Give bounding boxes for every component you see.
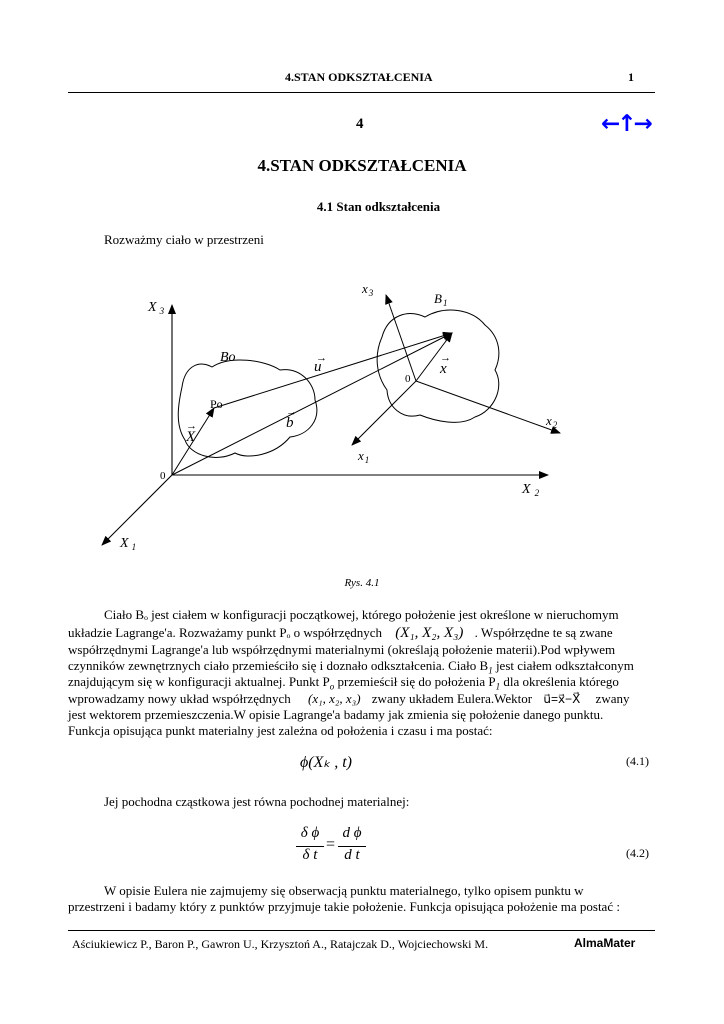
footer-rule [68,930,655,931]
para1-line2-text: układzie Lagrange'a. Rozważamy punkt Pₒ o współrzędnych [68,625,383,640]
para1-line6-tail: zwany [595,691,630,706]
chapter-number: 4 [356,116,364,132]
arrow-X: → [186,420,197,432]
footer-brand: AlmaMater [574,936,636,950]
axis-X1 [102,475,172,545]
label-Po: Po [210,397,223,411]
para1-line3: współrzędnymi Lagrange'a lub współrzędnymi materialnymi (określają położenie materii).Pod wpływem [68,642,616,657]
arrow-u: → [316,352,327,364]
body-B1 [377,310,499,422]
label-b: b [286,415,294,431]
para1-line1: Ciało Bₒ jest ciałem w konfiguracji początkowej, którego położenie jest określone w nieruchomym [104,607,619,622]
lagrange-coords: (X₁, X₂, X₃) [395,625,464,641]
eq42-den-left: δ t [302,847,318,863]
para1-line2 [68,624,613,642]
label-X1: X $_1$ [120,536,137,552]
para1-line6-text: wprowadzamy nowy układ współrzędnych [68,691,291,706]
label-Bo: Bo [220,350,236,365]
para1-line6-mid: zwany układem Eulera.Wektor [371,691,533,706]
para2: Jej pochodna cząstkowa jest równa pochodnej materialnej: [104,794,410,809]
axis-x1 [352,381,416,445]
equation-4-1: ϕ(Xₖ , t) [300,754,352,771]
displacement-vector: u⃗=x⃗−X⃗ [543,692,581,706]
label-X3: X $_3$ [148,300,165,316]
nav-arrows [601,111,650,137]
eq42-num-right: d ϕ [342,825,362,841]
para1-line4: czynników zewnętrznych ciało przemieściło się i doznało odkształcenia. Ciało $B_1$ jest ciałem odkształconym [68,658,634,676]
axis-x3 [386,295,416,381]
page-number: 1 [628,70,634,84]
figure-caption: Rys. 4.1 [344,577,380,589]
footer-authors: Aściukiewicz P., Baron P., Gawron U., Krzysztoń A., Ratajczak D., Wojciechowski M. [72,937,489,951]
forward-arrow-icon[interactable]: → [633,111,650,137]
arrow-x: → [440,352,451,364]
label-x2: $x_2$ [546,413,558,430]
header-rule [68,92,655,93]
chapter-title: 4.STAN ODKSZTAŁCENIA [257,156,467,175]
label-u: u [314,359,322,375]
label-origin: 0 [160,470,166,482]
equation-number-4-2: (4.2) [626,846,649,860]
para1-line5-mid: przemieścił się do położenia P [334,674,496,689]
label-x3: $x_3$ [362,281,374,298]
equation-4-2 [296,825,386,869]
equation-number-4-1: (4.1) [626,754,649,768]
label-x: x [440,361,447,377]
deformation-figure [90,275,570,565]
label-x1: $x_1$ [358,448,370,465]
para1-line5-tail: dla określenia którego [500,674,619,689]
label-B1: $B_1$ [434,291,448,308]
para1-line7: jest wektorem przemieszczenia.W opisie Lagrange'a badamy jak zmienia się położenie danego punktu. [68,707,604,722]
axis-x2 [416,381,560,433]
eq42-den-right: d t [344,847,360,863]
label-X2: X $_2$ [522,482,540,498]
para1-line5-text: znajdującym się w konfiguracji aktualnej. Punkt P [68,674,330,689]
para1-line2-tail: . Współrzędne te są zwane [474,625,613,640]
section-title: 4.1 Stan odkształcenia [316,199,441,214]
para3-line2: przestrzeni i badamy który z punktów przyjmuje takie położenie. Funkcja opisująca położenie ma postać : [68,899,620,914]
para3-line1: W opisie Eulera nie zajmujemy się obserwacją punktu materialnego, tylko opisem punktu w [104,883,584,898]
para1-line5: znajdującym się w konfiguracji aktualnej. Punkt $P_o$ przemieścił się do położenia $P_1$ dla określenia którego [68,674,619,692]
running-header-title: 4.STAN ODKSZTAŁCENIA [285,70,433,84]
back-arrow-icon[interactable]: ← [601,111,618,137]
para1-line8: Funkcja opisująca punkt materialny jest zależna od położenia i czasu i ma postać: [68,723,493,738]
vector-u [214,333,452,408]
eq42-num-left: δ ϕ [300,825,320,841]
intro-text: Rozważmy ciało w przestrzeni [104,232,264,247]
para1-line4-text: czynników zewnętrznych ciało przemieściło się i doznało odkształcenia. Ciało B [68,658,489,673]
euler-coords: (x₁, x₂, x₃) [308,691,361,706]
eq42-equals: = [326,836,336,853]
arrow-b: → [286,406,297,418]
para1-line4-tail: jest ciałem odkształconym [492,658,634,673]
up-arrow-icon[interactable]: ↑ [617,111,634,137]
label-X: X [186,429,196,445]
label-origin-local: 0 [405,373,411,385]
